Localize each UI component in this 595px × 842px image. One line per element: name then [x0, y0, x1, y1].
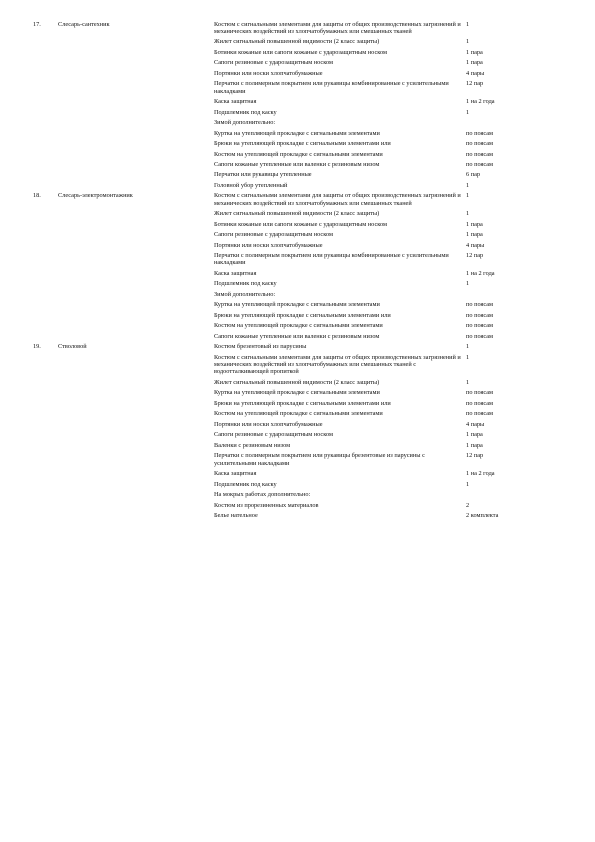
- row-number: [33, 37, 58, 47]
- profession-name: [58, 47, 214, 57]
- row-number: [33, 170, 58, 180]
- profession-name: [58, 251, 214, 269]
- ppe-item-quantity: 1: [466, 343, 470, 351]
- table-row: [33, 440, 553, 450]
- row-number: [33, 479, 58, 489]
- row-number: [33, 79, 58, 97]
- table-row: [33, 219, 553, 229]
- table-row: [33, 128, 553, 138]
- table-row: [33, 377, 553, 387]
- table-row: [33, 352, 553, 377]
- ppe-item-name: Зимой дополнительно:: [214, 119, 276, 127]
- row-number: [33, 58, 58, 68]
- table-row: [33, 230, 553, 240]
- ppe-item-quantity: 1 пара: [466, 431, 483, 439]
- ppe-item-name: Сапоги резиновые с ударозащитным носком: [214, 431, 333, 439]
- ppe-item-quantity: [466, 289, 553, 299]
- row-number: 18.: [33, 192, 41, 200]
- table-row: [33, 209, 553, 219]
- ppe-item-quantity: 1 пара: [466, 231, 483, 239]
- profession-name: [58, 352, 214, 377]
- table-row: [33, 268, 553, 278]
- ppe-item-quantity: [466, 117, 553, 127]
- ppe-item-quantity: 6 пар: [466, 171, 481, 179]
- ppe-item-quantity: 12 пар: [466, 252, 484, 260]
- profession-name: [58, 219, 214, 229]
- row-number: [33, 107, 58, 117]
- table-row: [33, 468, 553, 478]
- row-number: [33, 398, 58, 408]
- row-number: [33, 240, 58, 250]
- row-number: [33, 468, 58, 478]
- table-row: [33, 149, 553, 159]
- table-row: [33, 398, 553, 408]
- row-number: 17.: [33, 20, 41, 28]
- table-row: [33, 289, 553, 299]
- ppe-item-name: Подшлемник под каску: [214, 480, 277, 488]
- row-number: [33, 331, 58, 341]
- profession-name: [58, 479, 214, 489]
- ppe-item-quantity: 1 пара: [466, 59, 483, 67]
- row-number: [33, 409, 58, 419]
- table-row: [33, 300, 553, 310]
- row-number: [33, 209, 58, 219]
- ppe-item-name: Куртка на утепляющей прокладке с сигнальными элементами: [214, 389, 380, 397]
- table-row: [33, 479, 553, 489]
- ppe-item-name: Перчатки с полимерным покрытием или рукавицы комбинированные с усилительными накладками: [214, 252, 449, 267]
- row-number: [33, 300, 58, 310]
- table-row: [33, 117, 553, 127]
- table-row: [33, 310, 553, 320]
- profession-name: [58, 97, 214, 107]
- ppe-item-quantity: 1 на 2 года: [466, 269, 495, 277]
- ppe-item-name: Головной убор утепленный: [214, 181, 288, 189]
- table-row: [33, 47, 553, 57]
- ppe-norms-table: [33, 19, 553, 521]
- ppe-item-name: Портянки или носки хлопчатобумажные: [214, 420, 323, 428]
- ppe-item-name: Брюки на утепляющей прокладке с сигнальными элементами или: [214, 311, 391, 319]
- ppe-item-name: Костюм брезентовый из парусины: [214, 343, 307, 351]
- row-number: [33, 97, 58, 107]
- row-number: [33, 149, 58, 159]
- profession-name: [58, 388, 214, 398]
- profession-name: [58, 79, 214, 97]
- table-row: [33, 107, 553, 117]
- ppe-item-name: Каска защитная: [214, 98, 257, 106]
- table-row: [33, 68, 553, 78]
- table-row: [33, 279, 553, 289]
- table-row: [33, 388, 553, 398]
- row-number: [33, 180, 58, 190]
- ppe-item-quantity: по поясам: [466, 332, 494, 340]
- table-row: [33, 170, 553, 180]
- ppe-item-name: Каска защитная: [214, 470, 257, 478]
- row-number: [33, 489, 58, 499]
- profession-name: [58, 268, 214, 278]
- table-row: [33, 240, 553, 250]
- table-row: [33, 500, 553, 510]
- profession-name: Слесарь-электромонтажник: [58, 192, 133, 200]
- ppe-item-name: Ботинки кожаные или сапоги кожаные с ударозащитным носком: [214, 220, 388, 228]
- ppe-item-quantity: 1: [466, 20, 470, 28]
- row-number: [33, 47, 58, 57]
- ppe-item-quantity: 1: [466, 353, 470, 361]
- ppe-item-quantity: 4 пары: [466, 420, 485, 428]
- ppe-item-quantity: 2: [466, 501, 470, 509]
- ppe-item-name: Зимой дополнительно:: [214, 290, 276, 298]
- ppe-item-name: Сапоги кожаные утепленные или валенки с резиновым низом: [214, 332, 380, 340]
- profession-name: [58, 149, 214, 159]
- row-number: [33, 440, 58, 450]
- row-number: [33, 310, 58, 320]
- table-row: [33, 251, 553, 269]
- ppe-item-quantity: 1: [466, 181, 470, 189]
- ppe-item-name: Жилет сигнальный повышенной видимости (2 класс защиты): [214, 210, 380, 218]
- table-row: [33, 451, 553, 469]
- ppe-item-quantity: 4 пары: [466, 69, 485, 77]
- ppe-item-name: Подшлемник под каску: [214, 108, 277, 116]
- table-row: [33, 342, 553, 352]
- row-number: [33, 289, 58, 299]
- table-row: [33, 409, 553, 419]
- ppe-item-name: Перчатки с полимерным покрытием или рукавицы комбинированные с усилительными накладками: [214, 80, 449, 95]
- ppe-item-quantity: 4 пары: [466, 241, 485, 249]
- table-row: [33, 159, 553, 169]
- ppe-item-quantity: 1: [466, 210, 470, 218]
- ppe-item-quantity: 2 комплекта: [466, 512, 499, 520]
- ppe-item-quantity: 1 на 2 года: [466, 470, 495, 478]
- ppe-item-name: Костюм с сигнальными элементами для защиты от общих производственных загрязнений и механических воздействий из хлопчатобумажных или смешанных тканей: [214, 20, 461, 35]
- table-row: [33, 58, 553, 68]
- profession-name: [58, 138, 214, 148]
- table-row: [33, 191, 553, 209]
- table-row: [33, 97, 553, 107]
- table-row: [33, 138, 553, 148]
- ppe-item-quantity: 1: [466, 280, 470, 288]
- profession-name: [58, 117, 214, 127]
- ppe-item-name: Портянки или носки хлопчатобумажные: [214, 69, 323, 77]
- ppe-item-name: Костюм с сигнальными элементами для защиты от общих производственных загрязнений и механических воздействий из хлопчатобумажных или смешанных тканей: [214, 192, 461, 207]
- ppe-item-quantity: 1: [466, 192, 470, 200]
- profession-name: Стволовой: [58, 343, 87, 351]
- row-number: 19.: [33, 343, 41, 351]
- ppe-item-name: Костюм с сигнальными элементами для защиты от общих производственных загрязнений и механических воздействий из хлопчатобумажных или смешанных тканей с водоотталкивающей пропиткой: [214, 353, 461, 376]
- profession-name: [58, 159, 214, 169]
- ppe-item-name: Перчатки или рукавицы утепленные: [214, 171, 312, 179]
- row-number: [33, 268, 58, 278]
- ppe-item-quantity: [466, 489, 553, 499]
- profession-name: [58, 377, 214, 387]
- ppe-item-name: Портянки или носки хлопчатобумажные: [214, 241, 323, 249]
- ppe-item-quantity: по поясам: [466, 301, 494, 309]
- row-number: [33, 279, 58, 289]
- ppe-item-name: Белье нательное: [214, 512, 258, 520]
- ppe-item-name: Брюки на утепляющей прокладке с сигнальными элементами или: [214, 140, 391, 148]
- row-number: [33, 117, 58, 127]
- row-number: [33, 388, 58, 398]
- table-row: [33, 419, 553, 429]
- row-number: [33, 219, 58, 229]
- profession-name: [58, 180, 214, 190]
- profession-name: [58, 510, 214, 520]
- row-number: [33, 377, 58, 387]
- ppe-item-quantity: по поясам: [466, 399, 494, 407]
- ppe-item-quantity: 1: [466, 378, 470, 386]
- ppe-item-quantity: 1: [466, 38, 470, 46]
- profession-name: [58, 440, 214, 450]
- profession-name: [58, 500, 214, 510]
- ppe-item-quantity: по поясам: [466, 311, 494, 319]
- ppe-item-quantity: по поясам: [466, 150, 494, 158]
- table-row: [33, 37, 553, 47]
- ppe-item-name: Костюм на утепляющей прокладке с сигнальными элементами: [214, 150, 383, 158]
- row-number: [33, 510, 58, 520]
- ppe-item-quantity: 1 пара: [466, 48, 483, 56]
- ppe-item-name: Костюм на утепляющей прокладке с сигнальными элементами: [214, 322, 383, 330]
- ppe-item-quantity: 1 на 2 года: [466, 98, 495, 106]
- profession-name: [58, 321, 214, 331]
- row-number: [33, 128, 58, 138]
- profession-name: [58, 468, 214, 478]
- table-row: [33, 19, 553, 37]
- profession-name: [58, 240, 214, 250]
- ppe-item-name: Куртка на утепляющей прокладке с сигнальными элементами: [214, 129, 380, 137]
- ppe-item-quantity: 12 пар: [466, 452, 484, 460]
- table-row: [33, 510, 553, 520]
- row-number: [33, 430, 58, 440]
- ppe-item-quantity: 1 пара: [466, 220, 483, 228]
- row-number: [33, 159, 58, 169]
- profession-name: [58, 289, 214, 299]
- ppe-item-quantity: по поясам: [466, 322, 494, 330]
- ppe-item-name: Перчатки с полимерным покрытием или рукавицы брезентовые из парусины с усилительными накладками: [214, 452, 425, 467]
- profession-name: [58, 37, 214, 47]
- row-number: [33, 251, 58, 269]
- profession-name: [58, 107, 214, 117]
- row-number: [33, 68, 58, 78]
- row-number: [33, 451, 58, 469]
- ppe-item-name: Каска защитная: [214, 269, 257, 277]
- profession-name: [58, 398, 214, 408]
- ppe-item-quantity: по поясам: [466, 140, 494, 148]
- profession-name: [58, 430, 214, 440]
- ppe-item-quantity: по поясам: [466, 410, 494, 418]
- row-number: [33, 500, 58, 510]
- table-row: [33, 331, 553, 341]
- ppe-item-name: Сапоги резиновые с ударозащитным носком: [214, 231, 333, 239]
- ppe-item-name: Подшлемник под каску: [214, 280, 277, 288]
- ppe-item-name: Костюм на утепляющей прокладке с сигнальными элементами: [214, 410, 383, 418]
- profession-name: [58, 170, 214, 180]
- profession-name: [58, 58, 214, 68]
- ppe-item-quantity: по поясам: [466, 161, 494, 168]
- row-number: [33, 230, 58, 240]
- ppe-item-quantity: по поясам: [466, 129, 494, 137]
- ppe-item-quantity: 1: [466, 480, 470, 488]
- row-number: [33, 321, 58, 331]
- ppe-item-name: Сапоги кожаные утепленные или валенки с резиновым низом: [214, 161, 380, 168]
- ppe-item-name: Брюки на утепляющей прокладке с сигнальными элементами или: [214, 399, 391, 407]
- profession-name: [58, 279, 214, 289]
- ppe-item-name: На мокрых работах дополнительно:: [214, 491, 311, 499]
- ppe-item-quantity: 1 пара: [466, 441, 483, 449]
- profession-name: [58, 230, 214, 240]
- profession-name: [58, 489, 214, 499]
- ppe-item-quantity: 1: [466, 108, 470, 116]
- table-row: [33, 489, 553, 499]
- profession-name: Слесарь-сантехник: [58, 20, 110, 28]
- ppe-item-name: Костюм из прорезиненных материалов: [214, 501, 319, 509]
- profession-name: [58, 128, 214, 138]
- profession-name: [58, 300, 214, 310]
- profession-name: [58, 419, 214, 429]
- ppe-item-name: Ботинки кожаные или сапоги кожаные с ударозащитным носком: [214, 48, 388, 56]
- ppe-item-name: Куртка на утепляющей прокладке с сигнальными элементами: [214, 301, 380, 309]
- profession-name: [58, 68, 214, 78]
- profession-name: [58, 310, 214, 320]
- table-row: [33, 79, 553, 97]
- ppe-item-quantity: по поясам: [466, 389, 494, 397]
- profession-name: [58, 331, 214, 341]
- table-row: [33, 430, 553, 440]
- profession-name: [58, 409, 214, 419]
- table-row: [33, 321, 553, 331]
- ppe-item-name: Жилет сигнальный повышенной видимости (2 класс защиты): [214, 38, 380, 46]
- ppe-item-name: Валенки с резиновым низом: [214, 441, 291, 449]
- row-number: [33, 138, 58, 148]
- row-number: [33, 352, 58, 377]
- table-row: [33, 180, 553, 190]
- row-number: [33, 419, 58, 429]
- ppe-item-quantity: 12 пар: [466, 80, 484, 88]
- ppe-item-name: Сапоги резиновые с ударозащитным носком: [214, 59, 333, 67]
- ppe-item-name: Жилет сигнальный повышенной видимости (2 класс защиты): [214, 378, 380, 386]
- profession-name: [58, 451, 214, 469]
- profession-name: [58, 209, 214, 219]
